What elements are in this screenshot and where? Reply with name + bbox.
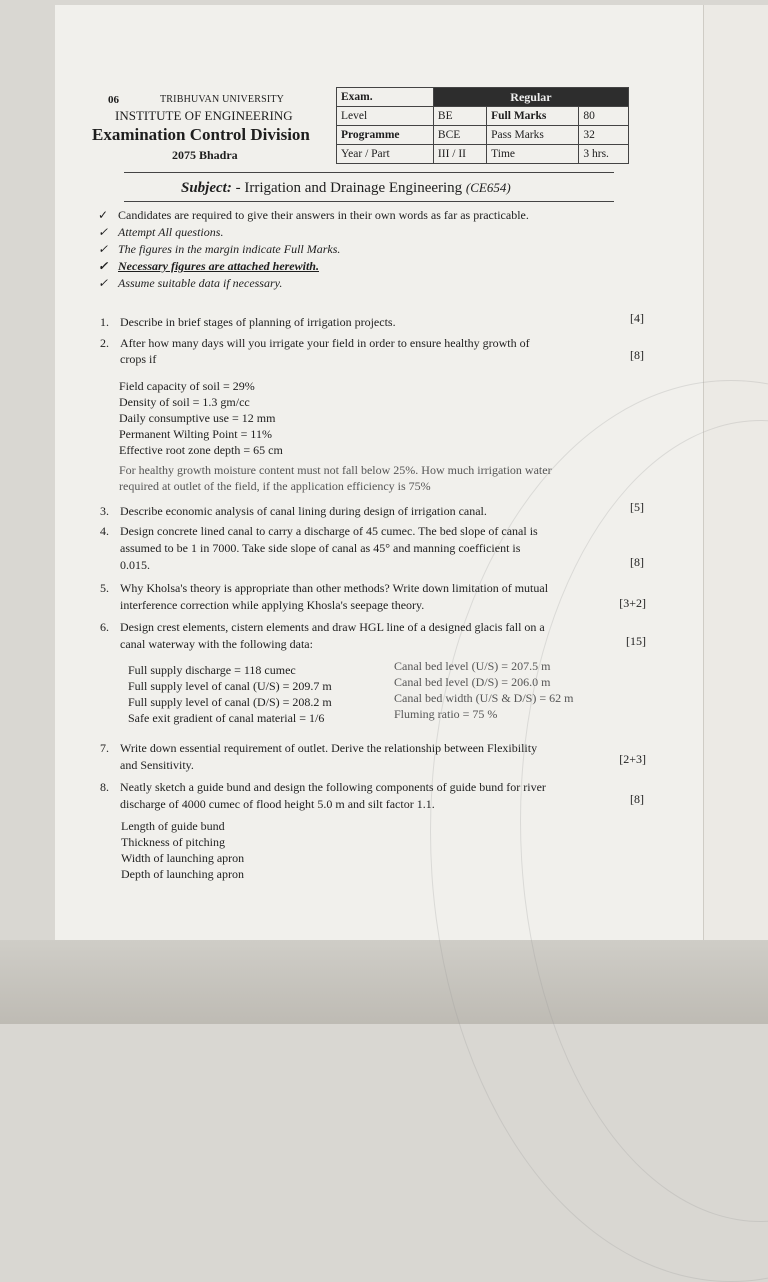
check-icon: ✓ xyxy=(98,276,109,290)
question-7: 7. Write down essential requirement of outlet. Derive the relationship between Flexibility and Sensitivity. xyxy=(100,741,538,772)
question-4-marks: [8] xyxy=(630,555,644,569)
question-6-data-left: Full supply discharge = 118 cumec Full supply level of canal (U/S) = 209.7 m Full supply level of canal (D/S) = 208.2 m Safe exit gradient of canal material = 1/6 xyxy=(128,663,332,725)
subject-line xyxy=(181,180,511,197)
question-8: 8. Neatly sketch a guide bund and design the following components of guide bund for river discharge of 4000 cumec of flood height 5.0 m and silt factor 1.1. xyxy=(100,780,546,811)
subject-name: - Irrigation and Drainage Engineering xyxy=(235,180,463,196)
question-2: 2. After how many days will you irrigate your field in order to ensure healthy growth of crops if xyxy=(100,336,530,366)
division-name: Examination Control Division xyxy=(92,125,310,144)
subject-label: Subject: xyxy=(181,180,232,196)
programme-value: BCE xyxy=(433,126,486,145)
question-8-items: Length of guide bund Thickness of pitching Width of launching apron Depth of launching apron xyxy=(121,819,245,881)
instruction-item: ✓ The figures in the margin indicate Full Marks. xyxy=(98,242,341,256)
time-value: 3 hrs. xyxy=(579,145,629,164)
university-name: TRIBHUVAN UNIVERSITY xyxy=(160,94,285,105)
exam-session: 2075 Bhadra xyxy=(172,148,238,162)
check-icon: ✓ xyxy=(98,208,109,222)
question-2-note: For healthy growth moisture content must not fall below 25%. How much irrigation water required at outlet of the field, if the application efficiency is 75% xyxy=(119,463,552,493)
instructions-list xyxy=(98,207,529,292)
question-1-marks: [4] xyxy=(630,311,644,325)
full-marks-value: 80 xyxy=(579,107,629,126)
divider-line xyxy=(124,201,614,202)
full-marks-label: Full Marks xyxy=(487,107,579,126)
question-3-marks: [5] xyxy=(630,500,644,514)
question-4: 4. Design concrete lined canal to carry a discharge of 45 cumec. The bed slope of canal is assumed to be 1 in 7000. Take side slope of canal as 45° and manning coefficient is 0.015. xyxy=(100,524,538,572)
level-value: BE xyxy=(433,107,486,126)
question-6: 6. Design crest elements, cistern elements and draw HGL line of a designed glacis fall on a canal waterway with the following data: xyxy=(100,620,545,651)
question-6-marks: [15] xyxy=(626,634,646,648)
exam-label: Exam. xyxy=(337,88,434,107)
divider-line xyxy=(124,172,614,173)
check-icon: ✓ xyxy=(98,242,109,256)
check-icon: ✓ xyxy=(98,225,109,239)
instruction-item: ✓ Attempt All questions. xyxy=(98,225,224,239)
instruction-item: ✓ Candidates are required to give their answers in their own words as far as practicable. xyxy=(98,208,529,222)
exam-type: Regular xyxy=(433,88,628,107)
instruction-item: ✓ Necessary figures are attached herewith. xyxy=(98,259,319,273)
question-8-marks: [8] xyxy=(630,792,644,806)
exam-info-table xyxy=(336,87,629,164)
pass-marks-label: Pass Marks xyxy=(487,126,579,145)
institute-name: INSTITUTE OF ENGINEERING xyxy=(115,108,293,123)
question-2-marks: [8] xyxy=(630,348,644,362)
pass-marks-value: 32 xyxy=(579,126,629,145)
question-2-data: Field capacity of soil = 29% Density of soil = 1.3 gm/cc Daily consumptive use = 12 mm Permanent Wilting Point = 11% Effective root zone depth = 65 cm xyxy=(119,379,283,457)
question-6-data-right: Canal bed level (U/S) = 207.5 m Canal bed level (D/S) = 206.0 m Canal bed width (U/S & D/S) = 62 m Fluming ratio = 75 % xyxy=(394,659,574,721)
instruction-item: ✓ Assume suitable data if necessary. xyxy=(98,276,283,290)
question-5: 5. Why Kholsa's theory is appropriate than other methods? Write down limitation of mutual interference correction while applying Khosla's seepage theory. xyxy=(100,581,549,612)
level-label: Level xyxy=(337,107,434,126)
year-part-label: Year / Part xyxy=(337,145,434,164)
time-label: Time xyxy=(487,145,579,164)
paper-code: 06 xyxy=(108,94,119,106)
year-part-value: III / II xyxy=(433,145,486,164)
check-icon: ✓ xyxy=(98,259,109,273)
question-5-marks: [3+2] xyxy=(619,596,646,610)
subject-code: (CE654) xyxy=(465,180,511,195)
programme-label: Programme xyxy=(337,126,434,145)
question-7-marks: [2+3] xyxy=(619,752,646,766)
